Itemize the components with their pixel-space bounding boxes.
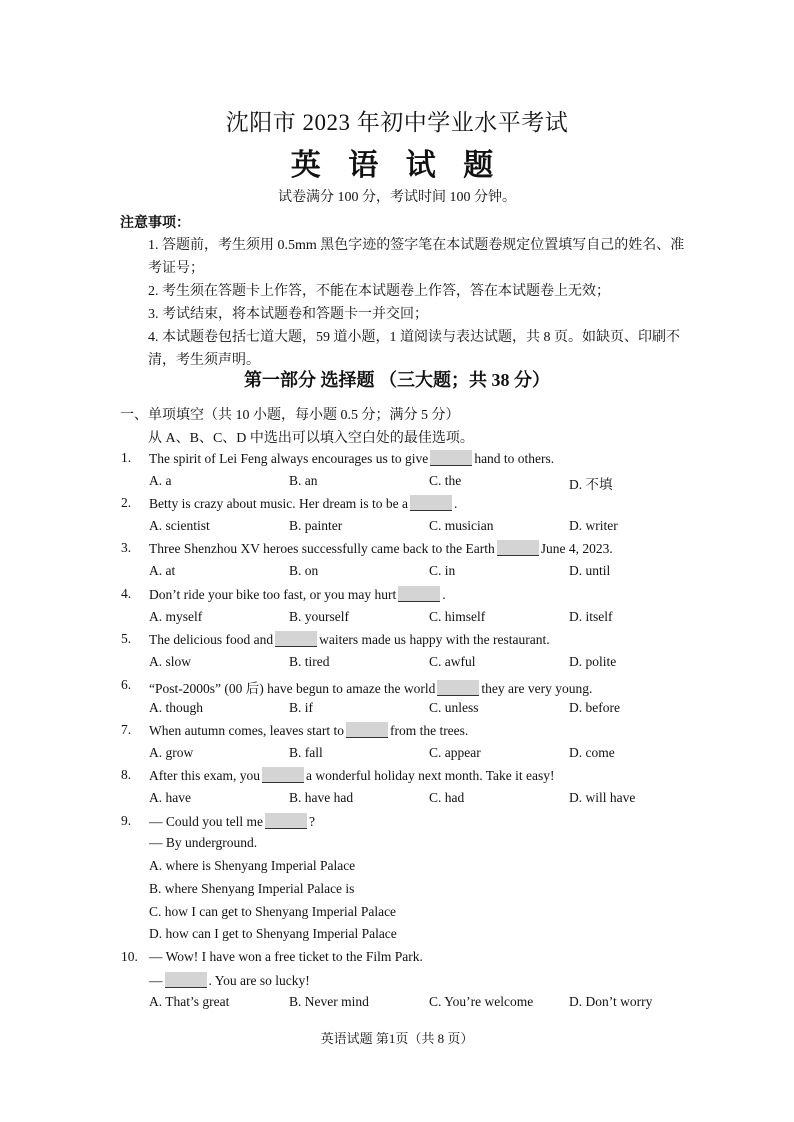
stem-before: Don’t ride your bike too fast, or you may hurt bbox=[149, 587, 397, 602]
question-text: — Wow! I have won a free ticket to the Film Park. bbox=[149, 949, 423, 964]
stem-before: “Post-2000s” (00 后) have begun to amaze the world bbox=[149, 681, 436, 696]
answer-blank bbox=[275, 631, 317, 647]
question-text bbox=[149, 631, 550, 648]
stem-after: waiters made us happy with the restaurant. bbox=[319, 632, 550, 647]
option-b: B. Never mind bbox=[289, 994, 369, 1009]
option-d: D. writer bbox=[569, 518, 618, 533]
question-number: 7. bbox=[121, 722, 132, 737]
subject-title: 英 语 试 题 bbox=[290, 149, 504, 182]
question-number: 10. bbox=[121, 949, 138, 964]
option-d: D. polite bbox=[569, 654, 617, 669]
stem-after: a wonderful holiday next month. Take it easy! bbox=[305, 768, 555, 783]
stem-before: After this exam, you bbox=[149, 768, 260, 783]
stem-before: Betty is crazy about music. Her dream is to be a bbox=[149, 496, 409, 511]
page-footer: 英语试题 第1页（共 8 页） bbox=[320, 1031, 474, 1046]
option-a: A. have bbox=[149, 790, 191, 805]
stem-after: . bbox=[442, 587, 446, 602]
option-d: D. itself bbox=[569, 609, 613, 624]
option-c: C. unless bbox=[429, 700, 479, 715]
question-text bbox=[149, 677, 592, 697]
option-d: D. until bbox=[569, 563, 611, 578]
stem-after: . You are so lucky! bbox=[208, 973, 310, 988]
notice-item: 3. 考试结束，将本试题卷和答题卡一并交回； bbox=[148, 307, 428, 322]
answer-blank bbox=[346, 722, 388, 738]
answer-blank bbox=[437, 680, 479, 696]
answer-blank bbox=[265, 813, 307, 829]
option-c: C. how I can get to Shenyang Imperial Palace bbox=[149, 904, 397, 919]
option-c: C. You’re welcome bbox=[429, 994, 534, 1009]
exam-info: 试卷满分 100 分，考试时间 100 分钟。 bbox=[278, 190, 516, 205]
question-text bbox=[149, 586, 446, 603]
stem-before: When autumn comes, leaves start to bbox=[149, 723, 344, 738]
stem-after: ? bbox=[309, 814, 315, 829]
question-text bbox=[149, 540, 613, 557]
option-b: B. if bbox=[289, 700, 314, 715]
option-a: A. where is Shenyang Imperial Palace bbox=[149, 858, 356, 873]
answer-blank bbox=[410, 495, 452, 511]
stem-after: they are very young. bbox=[481, 681, 593, 696]
question-number: 9. bbox=[121, 813, 132, 828]
option-a: A. myself bbox=[149, 609, 203, 624]
stem-before: — bbox=[149, 973, 163, 988]
stem-after: from the trees. bbox=[389, 723, 469, 738]
stem-after: hand to others. bbox=[474, 451, 555, 466]
option-a: A. That’s great bbox=[149, 994, 230, 1009]
notice-item: 1. 答题前，考生须用 0.5mm 黑色字迹的签字笔在本试题卷规定位置填写自己的姓名、准考证号； bbox=[148, 238, 685, 276]
stem-after: . bbox=[454, 496, 458, 511]
notice-heading: 注意事项： bbox=[120, 216, 190, 231]
option-a: A. slow bbox=[149, 654, 192, 669]
answer-blank bbox=[262, 767, 304, 783]
section-instruction: 从 A、B、C、D 中选出可以填入空白处的最佳选项。 bbox=[148, 431, 474, 446]
dialogue-reply bbox=[149, 972, 310, 989]
stem-before: Three Shenzhou XV heroes successfully came back to the Earth bbox=[149, 541, 495, 556]
question-number: 3. bbox=[121, 540, 132, 555]
option-c: C. himself bbox=[429, 609, 486, 624]
notice-item: 4. 本试题卷包括七道大题，59 道小题，1 道阅读与表达试题，共 8 页。如缺页、印刷不清，考生须声明。 bbox=[148, 330, 680, 368]
stem-before: The spirit of Lei Feng always encourages us to give bbox=[149, 451, 429, 466]
option-c: C. the bbox=[429, 473, 462, 488]
option-d: D. before bbox=[569, 700, 620, 715]
question-number: 5. bbox=[121, 631, 132, 646]
option-d: D. 不填 bbox=[569, 477, 613, 492]
option-c: C. had bbox=[429, 790, 465, 805]
answer-blank bbox=[165, 972, 207, 988]
option-c: C. appear bbox=[429, 745, 481, 760]
option-b: B. on bbox=[289, 563, 319, 578]
option-b: B. have had bbox=[289, 790, 354, 805]
option-c: C. awful bbox=[429, 654, 476, 669]
option-a: A. a bbox=[149, 473, 172, 488]
option-b: B. fall bbox=[289, 745, 323, 760]
question-text bbox=[149, 813, 315, 830]
answer-blank bbox=[430, 450, 472, 466]
stem-before: — Could you tell me bbox=[149, 814, 263, 829]
option-a: A. grow bbox=[149, 745, 194, 760]
question-text bbox=[149, 767, 554, 784]
question-text bbox=[149, 495, 457, 512]
question-text bbox=[149, 722, 468, 739]
question-number: 2. bbox=[121, 495, 132, 510]
question-number: 6. bbox=[121, 677, 132, 692]
option-b: B. an bbox=[289, 473, 318, 488]
answer-blank bbox=[398, 586, 440, 602]
option-d: D. come bbox=[569, 745, 615, 760]
part-title: 第一部分 选择题 （三大题；共 38 分） bbox=[244, 370, 550, 390]
option-c: C. in bbox=[429, 563, 456, 578]
question-number: 8. bbox=[121, 767, 132, 782]
stem-before: The delicious food and bbox=[149, 632, 274, 647]
question-number: 1. bbox=[121, 450, 132, 465]
option-d: D. Don’t worry bbox=[569, 994, 653, 1009]
section-title: 一、单项填空（共 10 小题，每小题 0.5 分；满分 5 分） bbox=[120, 408, 460, 423]
answer-blank bbox=[497, 540, 539, 556]
exam-title: 沈阳市 2023 年初中学业水平考试 bbox=[225, 110, 569, 135]
option-b: B. where Shenyang Imperial Palace is bbox=[149, 881, 355, 896]
option-a: A. scientist bbox=[149, 518, 210, 533]
option-b: B. tired bbox=[289, 654, 330, 669]
option-b: B. yourself bbox=[289, 609, 349, 624]
option-a: A. though bbox=[149, 700, 203, 715]
question-number: 4. bbox=[121, 586, 132, 601]
option-a: A. at bbox=[149, 563, 176, 578]
option-d: D. will have bbox=[569, 790, 636, 805]
question-text bbox=[149, 450, 554, 467]
stem-after: June 4, 2023. bbox=[540, 541, 613, 556]
notice-item: 2. 考生须在答题卡上作答，不能在本试题卷上作答，答在本试题卷上无效； bbox=[148, 284, 610, 299]
option-b: B. painter bbox=[289, 518, 343, 533]
option-d: D. how can I get to Shenyang Imperial Palace bbox=[149, 926, 397, 941]
option-c: C. musician bbox=[429, 518, 494, 533]
dialogue-reply: — By underground. bbox=[149, 835, 258, 850]
